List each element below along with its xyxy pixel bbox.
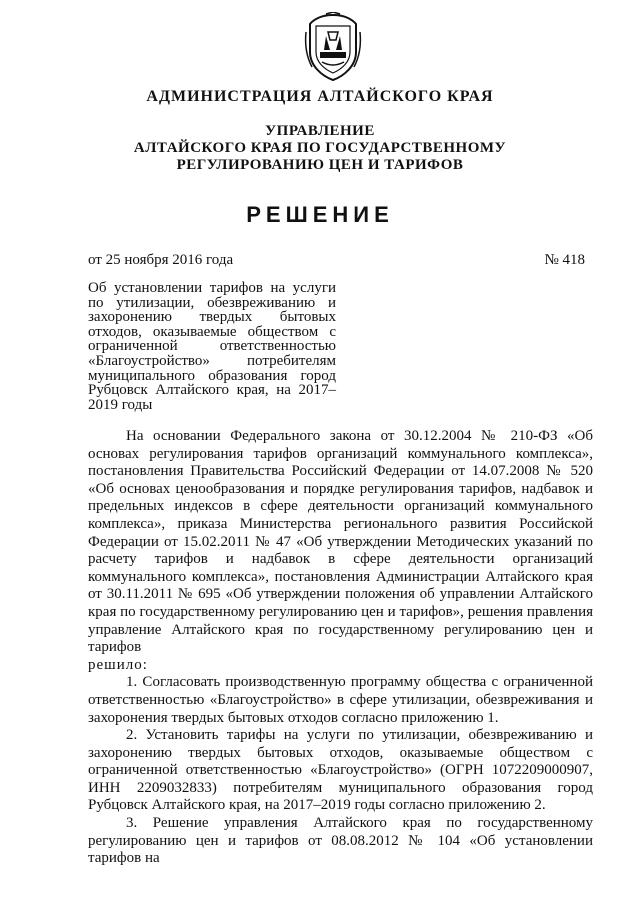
resolved-label: решило:	[88, 656, 148, 673]
item-1-paragraph: 1. Согласовать производственную программу общества с ограниченной ответственностью «Благоустройство» в сфере утилизации, обезвреживания и захоронения твердых бытовых отходов согласно приложению 1.	[88, 674, 593, 726]
department-line-1: УПРАВЛЕНИЕ	[265, 123, 375, 139]
administration-title: АДМИНИСТРАЦИЯ АЛТАЙСКОГО КРАЯ	[146, 88, 494, 105]
department-line-3: РЕГУЛИРОВАНИЮ ЦЕН И ТАРИФОВ	[176, 157, 464, 173]
coat-of-arms-icon	[302, 12, 364, 82]
document-number: № 418	[544, 252, 585, 268]
item-2-paragraph: 2. Установить тарифы на услуги по утилизации, обезвреживанию и захоронению твердых бытовых отходов, оказываемые обществом с ограниченной ответственностью «Благоустройство» (ОГРН 1072209000907, ИНН 2209032833) потребителям муниципального образования город Рубцовск Алтайского края, на 2017–2019 годы согласно приложению 2.	[88, 727, 593, 814]
department-title	[0, 123, 640, 174]
item-3-paragraph: 3. Решение управления Алтайского края по государственному регулированию цен и тарифов от 08.08.2012 № 104 «Об установлении тарифов на	[88, 815, 593, 867]
preamble-paragraph: На основании Федерального закона от 30.12.2004 № 210-ФЗ «Об основах регулирования тарифов организаций коммунального комплекса», постановления Правительства Российский Федерации от 14.07.2008 № 520 «Об основах ценообразования и порядке регулирования тарифов, надбавок и предельных индексов в сфере деятельности организаций коммунального комплекса», приказа Министерства регионального развития Российской Федерации от 15.02.2011 № 47 «Об утверждении Методических указаний по расчету тарифов и надбавок в сфере деятельности организаций коммунального комплекса», постановления Администрации Алтайского края от 30.11.2011 № 695 «Об утверждении положения об управлении Алтайского края по государственному регулированию цен и тарифов», решения правления управление Алтайского края по государственному регулированию цен и тарифов	[88, 428, 593, 656]
document-type: РЕШЕНИЕ	[246, 202, 394, 227]
document-date: от 25 ноября 2016 года	[88, 252, 234, 268]
document-body	[88, 428, 593, 868]
document-subject: Об установлении тарифов на услуги по утилизации, обезвреживанию и захоронению твердых бытовых отходов, оказываемые обществом с ограниченной ответственностью «Благоустройство» потребителям муниципального образования город Рубцовск Алтайского края, на 2017–2019 годы	[88, 280, 336, 413]
department-line-2: АЛТАЙСКОГО КРАЯ ПО ГОСУДАРСТВЕННОМУ	[133, 140, 507, 156]
